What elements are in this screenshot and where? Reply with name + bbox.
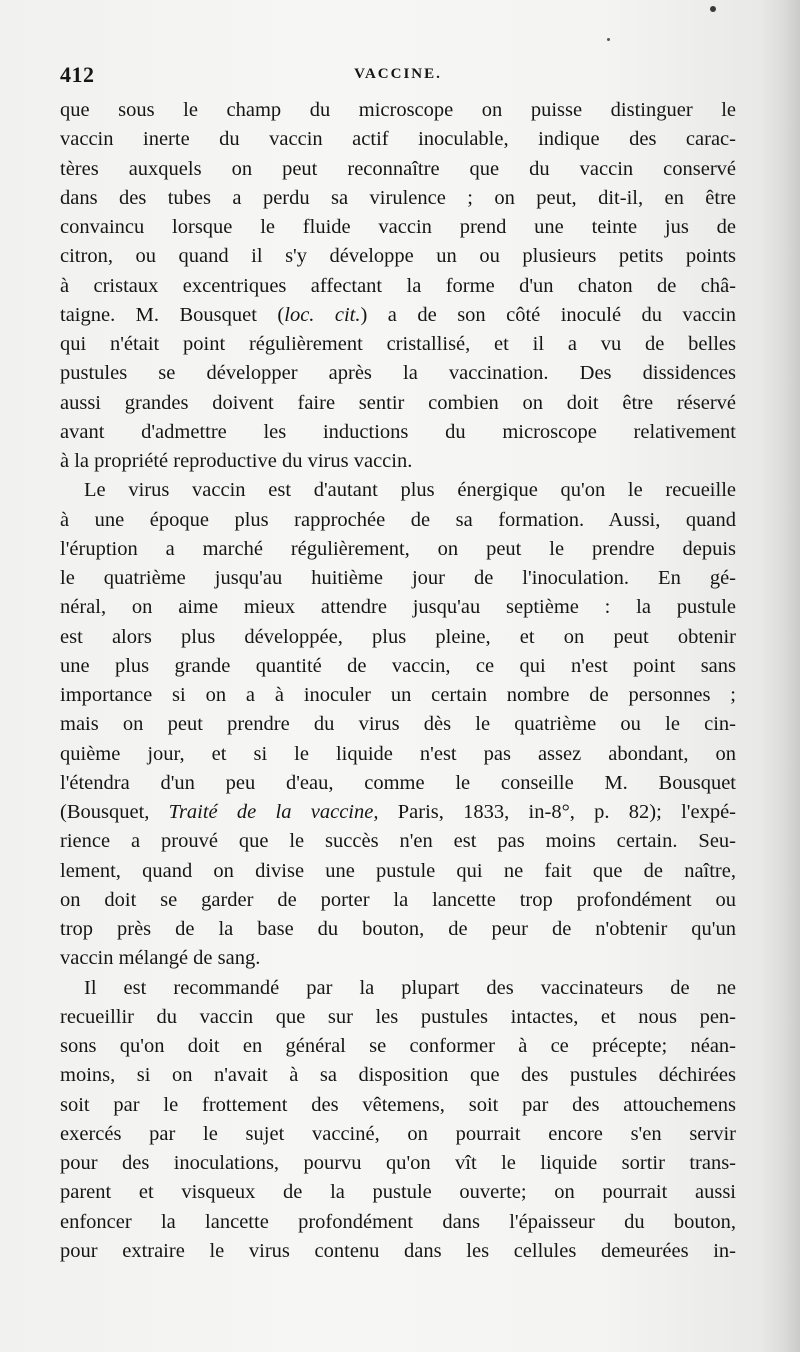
text-line: à cristaux excentriques affectant la forme d'un chaton de châ-: [60, 274, 736, 297]
text-line: dans des tubes a perdu sa virulence ; on peut, dit-il, en être: [60, 186, 736, 209]
text-line: on doit se garder de porter la lancette trop profondément ou: [60, 888, 736, 911]
text-line: exercés par le sujet vacciné, on pourrait encore s'en servir: [60, 1122, 736, 1145]
page-edge-shadow: [760, 0, 800, 1352]
text-segment: (Bousquet,: [60, 801, 169, 823]
text-line: néral, on aime mieux attendre jusqu'au septième : la pustule: [60, 596, 736, 619]
text-line: parent et visqueux de la pustule ouverte; on pourrait aussi: [60, 1181, 736, 1204]
text-line: moins, si on n'avait à sa disposition que des pustules déchirées: [60, 1064, 736, 1087]
text-line: aussi grandes doivent faire sentir combien on doit être réservé: [60, 391, 736, 414]
text-line: vaccin inerte du vaccin actif inoculable, indique des carac-: [60, 128, 736, 151]
text-line: recueillir du vaccin que sur les pustules intactes, et nous pen-: [60, 1005, 736, 1028]
text-line: tères auxquels on peut reconnaître que du vaccin conservé: [60, 157, 736, 180]
text-line: trop près de la base du bouton, de peur de n'obtenir qu'un: [60, 918, 736, 940]
text-line: pour des inoculations, pourvu qu'on vît le liquide sortir trans-: [60, 1152, 736, 1174]
body-text: [60, 96, 736, 1266]
text-segment: ) a de son côté inoculé du vaccin: [360, 303, 736, 326]
text-segment: Paris, 1833, in-8°, p. 82); l'expé-: [378, 801, 736, 823]
book-title-italic: Traité de la vaccine,: [168, 801, 379, 823]
text-line: le quatrième jusqu'au huitième jour de l'inoculation. En gé-: [60, 567, 736, 589]
text-line: enfoncer la lancette profondément dans l'épaisseur du bouton,: [60, 1210, 736, 1233]
page-number: 412: [60, 62, 95, 87]
text-line-paragraph-start: Il est recommandé par la plupart des vaccinateurs de ne: [84, 976, 736, 999]
citation-italic: loc. cit.: [284, 303, 361, 326]
text-line: [60, 798, 736, 827]
text-line: lement, quand on divise une pustule qui ne fait que de naître,: [60, 859, 736, 882]
text-line: soit par le frottement des vêtemens, soit par des attouchemens: [60, 1093, 736, 1116]
text-line: mais on peut prendre du virus dès le quatrième ou le cin-: [60, 713, 736, 736]
text-line: rience a prouvé que le succès n'en est pas moins certain. Seu-: [60, 830, 736, 853]
text-line: convaincu lorsque le fluide vaccin prend une teinte jus de: [60, 216, 736, 238]
text-line: importance si on a à inoculer un certain nombre de personnes ;: [60, 684, 736, 706]
text-line-paragraph-end: vaccin mélangé de sang.: [60, 947, 261, 970]
text-line: qui n'était point régulièrement cristallisé, et il a vu de belles: [60, 333, 736, 355]
text-line-paragraph-start: Le virus vaccin est d'autant plus énergique qu'on le recueille: [84, 479, 736, 502]
text-line: citron, ou quand il s'y développe un ou plusieurs petits points: [60, 245, 736, 268]
ink-speck-small: [607, 38, 610, 41]
text-line: sons qu'on doit en général se conformer à ce précepte; néan-: [60, 1035, 736, 1057]
text-line: est alors plus développée, plus pleine, et on peut obtenir: [60, 625, 736, 648]
page-header: [60, 62, 736, 90]
text-line: pustules se développer après la vaccination. Des dissidences: [60, 362, 736, 385]
ink-speck: [710, 6, 716, 12]
text-line: l'étendra d'un peu d'eau, comme le conseille M. Bousquet: [60, 771, 736, 794]
text-line: que sous le champ du microscope on puisse distinguer le: [60, 99, 736, 121]
text-line: une plus grande quantité de vaccin, ce qui n'est point sans: [60, 654, 736, 677]
text-segment: taigne. M. Bousquet (: [60, 303, 285, 326]
running-head: VACCINE.: [354, 66, 442, 82]
text-line: [60, 301, 736, 330]
text-line: quième jour, et si le liquide n'est pas assez abondant, on: [60, 742, 736, 765]
text-line: à une époque plus rapprochée de sa formation. Aussi, quand: [60, 508, 736, 531]
text-line: l'éruption a marché régulièrement, on peut le prendre depuis: [60, 537, 736, 560]
text-line: pour extraire le virus contenu dans les cellules demeurées in-: [60, 1239, 736, 1262]
text-line: avant d'admettre les inductions du microscope relativement: [60, 420, 736, 443]
text-line-paragraph-end: à la propriété reproductive du virus vaccin.: [60, 450, 413, 472]
